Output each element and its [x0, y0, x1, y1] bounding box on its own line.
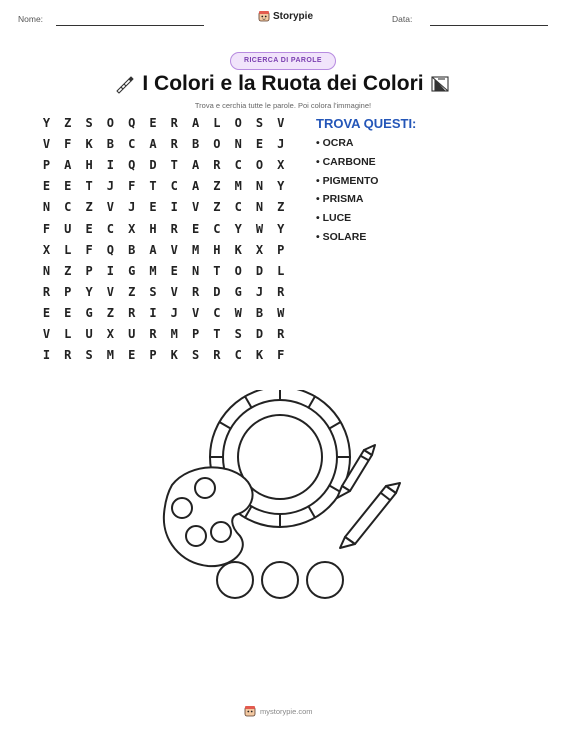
- grid-letter: F: [128, 179, 136, 194]
- grid-letter: S: [149, 284, 157, 299]
- prism-icon: [430, 74, 450, 94]
- grid-letter: F: [42, 221, 51, 236]
- grid-letter: W: [255, 221, 264, 236]
- grid-letter: P: [277, 242, 285, 257]
- grid-letter: P: [85, 263, 93, 278]
- grid-letter: R: [213, 158, 221, 173]
- grid-letter: C: [213, 221, 221, 236]
- grid-letter: H: [85, 158, 93, 173]
- grid-letter: R: [170, 221, 178, 236]
- grid-letter: M: [234, 179, 242, 194]
- paintbrush-icon: [114, 74, 134, 94]
- grid-letter: X: [277, 158, 285, 173]
- grid-letter: D: [255, 327, 264, 341]
- grid-letter: E: [128, 348, 136, 363]
- grid-letter: Y: [277, 179, 285, 194]
- grid-letter: E: [149, 200, 157, 215]
- grid-letter: Q: [128, 158, 136, 173]
- grid-letter: Z: [64, 263, 72, 278]
- badge: RICERCA DI PAROLE: [230, 52, 336, 70]
- grid-letter: V: [106, 200, 114, 215]
- grid-letter: Z: [64, 116, 72, 130]
- grid-letter: T: [213, 327, 221, 341]
- grid-letter: K: [170, 348, 178, 363]
- grid-letter: N: [42, 200, 51, 215]
- grid-letter: E: [255, 137, 264, 152]
- grid-letter: C: [234, 200, 242, 215]
- grid-letter: B: [255, 305, 264, 320]
- grid-letter: N: [255, 200, 264, 215]
- grid-letter: N: [255, 179, 264, 194]
- grid-letter: I: [106, 263, 114, 278]
- grid-letter: O: [106, 116, 114, 130]
- mascot-icon: [258, 10, 270, 22]
- grid-letter: R: [277, 327, 285, 341]
- grid-letter: G: [234, 284, 242, 299]
- grid-letter: Z: [128, 284, 136, 299]
- brand-logo: [258, 10, 313, 22]
- word-item: • OCRA: [316, 137, 354, 149]
- grid-letter: P: [191, 327, 200, 341]
- grid-letter: P: [149, 348, 157, 363]
- grid-letter: R: [149, 327, 157, 341]
- grid-letter: C: [170, 179, 178, 194]
- grid-letter: F: [64, 137, 72, 152]
- grid-letter: V: [42, 327, 51, 341]
- grid-letter: Y: [277, 221, 285, 236]
- grid-letter: G: [128, 263, 136, 278]
- grid-letter: X: [106, 327, 114, 341]
- grid-letter: L: [277, 263, 285, 278]
- grid-letter: R: [128, 305, 136, 320]
- grid-letter: J: [277, 137, 285, 152]
- brand-name: Storypie: [273, 10, 314, 22]
- grid-letter: S: [85, 116, 93, 130]
- grid-letter: O: [213, 137, 221, 152]
- grid-letter: A: [64, 158, 72, 173]
- grid-letter: N: [191, 263, 200, 278]
- grid-letter: Q: [106, 242, 114, 257]
- grid-letter: M: [170, 327, 178, 341]
- grid-letter: S: [85, 348, 93, 363]
- grid-letter: D: [149, 158, 157, 173]
- grid-letter: C: [106, 221, 114, 236]
- grid-letter: I: [42, 348, 51, 363]
- grid-letter: T: [170, 158, 178, 173]
- grid-letter: Z: [106, 305, 114, 320]
- word-item: • PIGMENTO: [316, 174, 379, 187]
- grid-letter: D: [255, 263, 264, 278]
- grid-letter: W: [234, 305, 242, 320]
- grid-letter: R: [170, 137, 178, 152]
- page-title: I Colori e la Ruota dei Colori: [142, 72, 424, 95]
- grid-letter: O: [234, 116, 242, 130]
- grid-letter: E: [64, 179, 72, 194]
- grid-letter: R: [170, 116, 178, 130]
- grid-letter: C: [234, 158, 242, 173]
- grid-letter: R: [64, 348, 72, 363]
- grid-letter: V: [191, 305, 200, 320]
- grid-letter: F: [85, 242, 93, 257]
- grid-letter: R: [42, 284, 51, 299]
- grid-letter: V: [170, 242, 178, 257]
- grid-letter: H: [149, 221, 157, 236]
- footer-site: mystorypie.com: [260, 706, 313, 716]
- grid-letter: H: [213, 242, 221, 257]
- grid-letter: I: [170, 200, 178, 215]
- grid-letter: Z: [277, 200, 285, 215]
- grid-letter: S: [255, 116, 264, 130]
- grid-letter: Y: [42, 116, 51, 130]
- grid-letter: L: [213, 116, 221, 130]
- grid-letter: P: [42, 158, 51, 173]
- grid-letter: Z: [213, 179, 221, 194]
- date-line: [430, 25, 548, 26]
- grid-letter: E: [64, 305, 72, 320]
- grid-letter: E: [42, 179, 51, 194]
- grid-letter: Y: [85, 284, 93, 299]
- grid-letter: J: [128, 200, 136, 215]
- grid-letter: Y: [234, 221, 242, 236]
- grid-letter: E: [42, 305, 51, 320]
- grid-letter: P: [64, 284, 72, 299]
- grid-letter: C: [213, 305, 221, 320]
- grid-letter: B: [128, 242, 136, 257]
- grid-letter: V: [191, 200, 200, 215]
- grid-letter: N: [42, 263, 51, 278]
- grid-letter: A: [191, 179, 200, 194]
- grid-letter: D: [213, 284, 221, 299]
- grid-letter: W: [277, 305, 285, 320]
- grid-letter: U: [85, 327, 93, 341]
- grid-letter: E: [149, 116, 157, 130]
- grid-letter: R: [277, 284, 285, 299]
- word-item: • CARBONE: [316, 155, 376, 168]
- paint-circle-3: [307, 562, 343, 598]
- grid-letter: A: [191, 158, 200, 173]
- grid-letter: V: [106, 284, 114, 299]
- grid-letter: E: [170, 263, 178, 278]
- grid-letter: J: [106, 179, 114, 194]
- grid-letter: Z: [85, 200, 93, 215]
- grid-letter: F: [277, 348, 285, 363]
- name-label: Nome:: [18, 14, 44, 24]
- grid-letter: O: [255, 158, 264, 173]
- grid-letter: M: [149, 263, 157, 278]
- grid-letter: S: [191, 348, 200, 363]
- grid-letter: I: [106, 158, 114, 173]
- word-item: • PRISMA: [316, 193, 364, 206]
- grid-letter: S: [234, 327, 242, 341]
- grid-letter: J: [255, 284, 264, 299]
- grid-letter: A: [149, 242, 157, 257]
- grid-letter: C: [234, 348, 242, 363]
- grid-letter: A: [149, 137, 157, 152]
- grid-letter: C: [64, 200, 72, 215]
- grid-letter: V: [277, 116, 285, 130]
- grid-letter: Z: [213, 200, 221, 215]
- grid-letter: V: [42, 137, 51, 152]
- grid-letter: O: [234, 263, 242, 278]
- grid-letter: L: [64, 242, 72, 257]
- grid-letter: U: [128, 327, 136, 341]
- grid-letter: T: [149, 179, 157, 194]
- grid-letter: X: [128, 221, 136, 236]
- grid-letter: B: [191, 137, 200, 152]
- palette-illustration: [164, 467, 253, 566]
- word-item: • SOLARE: [316, 230, 367, 243]
- word-list-title: TROVA QUESTI:: [316, 116, 417, 131]
- grid-letter: L: [64, 327, 72, 341]
- grid-letter: R: [213, 348, 221, 363]
- grid-letter: C: [128, 137, 136, 152]
- word-list: [316, 134, 378, 247]
- grid-letter: N: [234, 137, 242, 152]
- grid-letter: Q: [128, 116, 136, 130]
- grid-letter: M: [191, 242, 200, 257]
- grid-letter: V: [170, 284, 178, 299]
- grid-letter: I: [149, 305, 157, 320]
- grid-letter: E: [85, 221, 93, 236]
- date-label: Data:: [392, 14, 413, 24]
- grid-letter: T: [85, 179, 93, 194]
- grid-letter: K: [255, 348, 264, 363]
- grid-letter: K: [234, 242, 242, 257]
- grid-letter: U: [64, 221, 72, 236]
- grid-letter: A: [191, 116, 200, 130]
- grid-letter: M: [106, 348, 114, 363]
- word-item: • LUCE: [316, 212, 352, 225]
- coloring-illustration: [160, 390, 410, 605]
- grid-letter: X: [42, 242, 51, 257]
- name-line: [56, 25, 204, 26]
- grid-letter: R: [191, 284, 200, 299]
- grid-letter: G: [85, 305, 93, 320]
- grid-letter: E: [191, 221, 200, 236]
- grid-letter: X: [255, 242, 264, 257]
- grid-letter: J: [170, 305, 178, 320]
- grid-letter: B: [106, 137, 114, 152]
- instructions: Trova e cerchia tutte le parole. Poi colora l'immagine!: [194, 101, 372, 110]
- paint-circle-2: [262, 562, 298, 598]
- mascot-icon: [244, 705, 256, 717]
- grid-letter: T: [213, 263, 221, 278]
- paint-circle-1: [217, 562, 253, 598]
- grid-letter: K: [85, 137, 93, 152]
- footer: [244, 705, 313, 717]
